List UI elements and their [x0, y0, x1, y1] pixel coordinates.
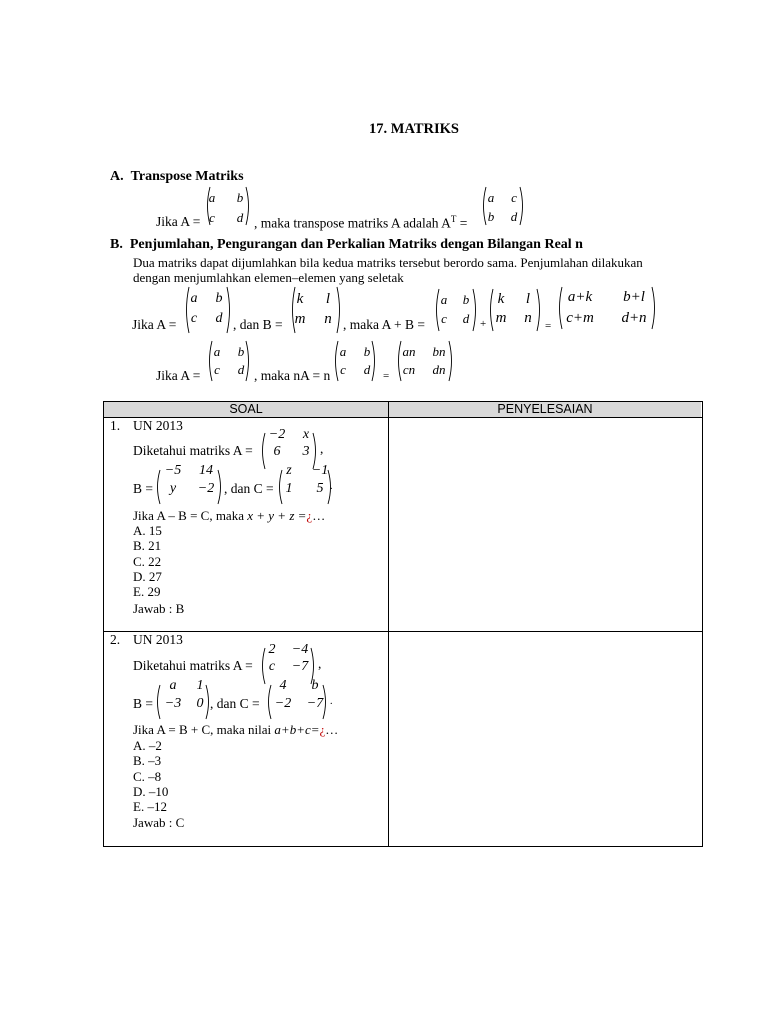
matrix-cell: −4	[291, 642, 309, 658]
q1-c-end: .	[330, 481, 333, 492]
matrix-cell: an	[402, 343, 416, 359]
matrix-cell: 5	[316, 481, 324, 497]
matrix-cell: c	[441, 310, 447, 326]
q2-option: C. –8	[133, 768, 162, 784]
section-b-para-2: dengan menjumlahkan elemen–elemen yang seletak	[133, 270, 404, 285]
q1-source: UN 2013	[133, 418, 183, 433]
matrix-cell: n	[324, 310, 332, 327]
table-column-divider	[388, 401, 389, 846]
matrix-cell: a	[208, 189, 216, 205]
q2-number: 2.	[110, 632, 121, 647]
scalar-jika-a: Jika A =	[156, 368, 201, 383]
matrix-cell: 1	[196, 678, 204, 694]
scalar-maka-na: , maka nA = n	[254, 368, 331, 383]
q2-option: A. –2	[133, 738, 162, 753]
matrix-cell: dn	[432, 361, 446, 377]
q1-answer: Jawab : B	[133, 601, 185, 616]
matrix-cell: z	[286, 463, 292, 479]
header-soal: SOAL	[229, 402, 263, 416]
page-title: 17. MATRIKS	[369, 121, 459, 137]
q1-dan-c: , dan C =	[224, 481, 274, 496]
header-penyelesaian: PENYELESAIAN	[497, 402, 593, 416]
matrix-cell: a	[339, 343, 347, 359]
matrix-cell: −1	[311, 463, 329, 479]
matrix-b-sum	[290, 286, 342, 334]
q2-option: E. –12	[133, 799, 167, 815]
matrix-cell: c	[209, 209, 215, 225]
matrix-cell: l	[525, 290, 531, 307]
section-b-para-1: Dua matriks dapat dijumlahkan bila kedua matriks tersebut berordo sama. Penjumlahan dilakukan	[133, 255, 643, 270]
matrix-cell: 14	[199, 463, 213, 479]
matrix-cell: b	[363, 343, 371, 359]
matrix-cell: x	[302, 427, 310, 443]
matrix-cell: k	[497, 290, 505, 307]
q2-question-mark: ¿	[319, 722, 326, 737]
matrix-cell: d	[236, 209, 244, 225]
matrix-cell: −7	[291, 659, 309, 675]
matrix-cell: d	[510, 208, 518, 224]
q1-question: Jika A – B = C, maka x + y + z =¿…	[133, 508, 326, 523]
equals-sign-2: =	[383, 370, 390, 382]
matrix-cell: d	[215, 311, 223, 327]
q1-option: D. 27	[133, 568, 162, 584]
matrix-cell: a+k	[567, 288, 593, 305]
section-a-maka: , maka transpose matriks A adalah $A^T$ =	[254, 214, 468, 231]
matrix-cell: b	[237, 343, 245, 359]
table-row-divider	[103, 631, 703, 632]
matrix-cell: c+m	[566, 309, 594, 326]
q1-number: 1.	[110, 418, 121, 433]
matrix-b-sum-rhs	[488, 288, 542, 332]
q2-line1: Diketahui matriks A =	[133, 658, 253, 673]
q2-answer: Jawab : C	[133, 815, 185, 830]
matrix-cell: n	[524, 309, 532, 326]
q1-option: E. 29	[133, 584, 161, 600]
q1-option: C. 22	[133, 553, 162, 569]
matrix-a-scalar-rhs	[333, 340, 377, 382]
matrix-cell: cn	[402, 361, 416, 377]
matrix-cell: c	[340, 361, 346, 377]
matrix-sum-result	[557, 286, 657, 330]
matrix-cell: −2	[197, 481, 215, 497]
plus-sign: +	[480, 318, 487, 330]
q1-b-eq: B =	[133, 481, 153, 496]
matrix-cell: 6	[273, 444, 281, 460]
matrix-cell: 4	[279, 678, 287, 694]
matrix-cell: c	[268, 659, 276, 675]
q2-question: Jika A = B + C, maka nilai a+b+c=¿…	[133, 722, 339, 737]
q2-dan-c: , dan C =	[210, 696, 260, 711]
equals-sign: =	[545, 320, 552, 332]
matrix-cell: a	[190, 291, 198, 307]
matrix-na-result	[396, 340, 454, 382]
matrix-cell: 0	[196, 696, 204, 712]
section-b-heading: B. Penjumlahan, Pengurangan dan Perkalian Matriks dengan Bilangan Real n	[110, 237, 583, 252]
matrix-cell: l	[325, 290, 331, 307]
q1-matrix-c	[277, 463, 333, 505]
matrix-cell: c	[511, 189, 517, 205]
matrix-a-sum-rhs	[434, 288, 478, 332]
matrix-cell: c	[190, 311, 198, 327]
q2-line1-end: ,	[318, 656, 322, 671]
q2-b-eq: B =	[133, 696, 153, 711]
matrix-cell: 1	[285, 481, 293, 497]
matrix-cell: m	[495, 309, 507, 326]
matrix-cell: b	[215, 291, 223, 307]
q2-c-end: .	[330, 696, 333, 707]
sum-jika-a: Jika A =	[132, 317, 177, 332]
q1-matrix-b	[155, 463, 223, 505]
matrix-a-transpose-source	[205, 186, 251, 226]
matrix-cell: k	[296, 290, 304, 307]
sum-dan-b: , dan B =	[233, 317, 283, 332]
matrix-cell: 2	[268, 642, 276, 658]
section-a-heading: A. Transpose Matriks	[110, 169, 244, 184]
q1-line1: Diketahui matriks A =	[133, 443, 253, 458]
section-a-jika: Jika A =	[156, 214, 201, 229]
q1-option: A. 15	[133, 523, 162, 538]
matrix-cell: −5	[164, 463, 182, 479]
matrix-cell: b	[311, 678, 319, 694]
matrix-cell: a	[440, 291, 448, 307]
matrix-cell: c	[214, 361, 220, 377]
matrix-cell: m	[294, 310, 306, 327]
matrix-cell: −3	[164, 696, 182, 712]
table-header-divider	[103, 417, 703, 418]
matrix-cell: b+l	[623, 288, 645, 305]
matrix-cell: d	[363, 361, 371, 377]
q1-option: B. 21	[133, 538, 162, 554]
matrix-cell: d+n	[621, 309, 647, 326]
q2-source: UN 2013	[133, 632, 183, 647]
matrix-cell: a	[487, 189, 495, 205]
matrix-cell: a	[169, 678, 177, 694]
matrix-cell: d	[462, 310, 470, 326]
q2-option: D. –10	[133, 783, 169, 799]
matrix-cell: bn	[432, 343, 446, 359]
sum-maka-apb: , maka A + B =	[343, 317, 425, 332]
matrix-cell: 3	[302, 444, 310, 460]
matrix-cell: −2	[274, 696, 292, 712]
matrix-cell: −7	[306, 696, 324, 712]
matrix-cell: d	[237, 361, 245, 377]
matrix-cell: y	[169, 481, 177, 497]
matrix-a-transposed	[481, 186, 525, 226]
matrix-a-sum	[184, 286, 232, 334]
matrix-cell: −2	[268, 427, 286, 443]
matrix-cell: a	[213, 343, 221, 359]
q2-matrix-c	[266, 678, 328, 720]
q2-option: B. –3	[133, 753, 162, 769]
matrix-cell: b	[487, 208, 495, 224]
matrix-a-scalar	[207, 340, 251, 382]
matrix-cell: b	[236, 189, 244, 205]
q2-matrix-b	[155, 678, 211, 720]
q1-line1-end: ,	[320, 441, 324, 456]
matrix-cell: b	[462, 291, 470, 307]
q1-question-mark: ¿	[306, 508, 313, 523]
